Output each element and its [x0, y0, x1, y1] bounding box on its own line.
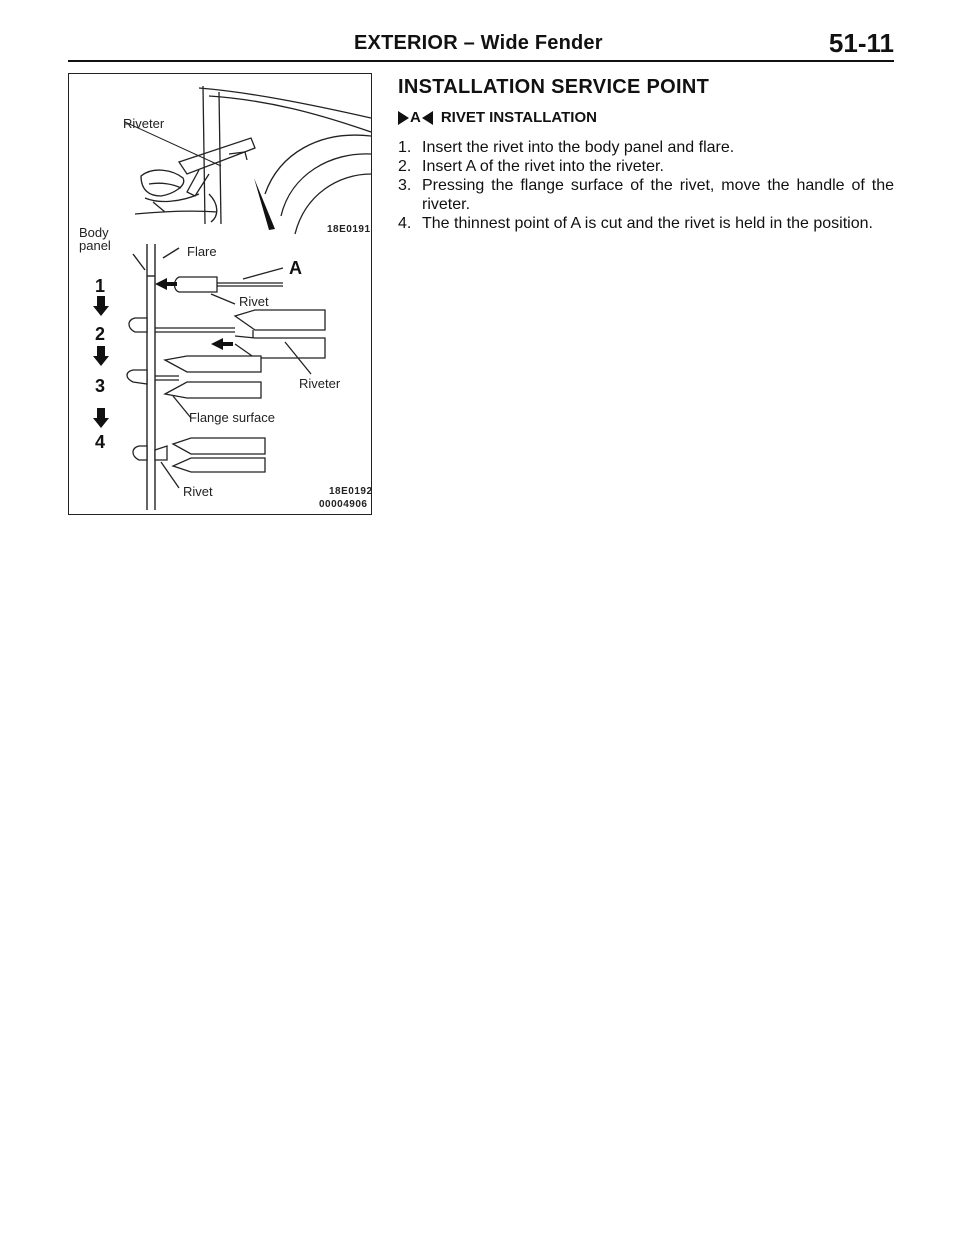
step-text: Pressing the flange surface of the rivet, move the handle of the riveter. — [422, 177, 894, 213]
label-rivet-2: Rivet — [183, 484, 213, 499]
subsection-heading — [398, 109, 894, 126]
figure-drawing — [69, 74, 371, 514]
step-number: 4. — [398, 215, 412, 232]
triangle-left-icon — [422, 111, 433, 125]
riveter-head-2 — [235, 310, 325, 330]
page-number: 51-11 — [828, 28, 894, 58]
figure-code-bottom-2: 00004906 — [319, 499, 368, 510]
step-text: The thinnest point of A is cut and the rivet is held in the position. — [422, 215, 873, 232]
label-rivet-1: Rivet — [239, 294, 269, 309]
riveter-head-4 — [173, 438, 265, 454]
label-flange-surface: Flange surface — [189, 410, 275, 425]
figure-code-top: 18E0191 — [327, 224, 371, 235]
instruction-step-1 — [398, 138, 894, 157]
fender-arch-inner — [265, 135, 371, 194]
label-flare: Flare — [187, 244, 217, 259]
instruction-step-2 — [398, 157, 894, 176]
header-rule — [68, 60, 894, 62]
instructions — [398, 76, 894, 233]
figure-step-2: 2 — [95, 324, 106, 344]
label-body-panel: Body panel — [79, 225, 111, 253]
subsection-letter: A — [410, 109, 421, 126]
figure-code-bottom-1: 18E0192 — [329, 486, 373, 497]
step-text: Insert A of the rivet into the riveter. — [422, 158, 664, 175]
instruction-step-3 — [398, 176, 894, 214]
step-number: 1. — [398, 139, 412, 156]
triangle-right-icon — [398, 111, 409, 125]
tool-spike — [254, 178, 275, 230]
riveter-head-3 — [165, 356, 261, 372]
push-arrow-2 — [211, 338, 233, 350]
riveter-tool-top — [179, 138, 255, 174]
page-header — [68, 0, 894, 62]
step-number: 3. — [398, 177, 412, 194]
fender-arch-outer — [199, 88, 371, 118]
push-arrow-1 — [155, 278, 177, 290]
step-arrow-down-1 — [93, 296, 109, 316]
label-letter-a: A — [289, 258, 302, 278]
header-title: EXTERIOR – Wide Fender — [354, 32, 603, 54]
subsection-title: RIVET INSTALLATION — [440, 109, 597, 126]
step-number: 2. — [398, 158, 412, 175]
step-text: Insert the rivet into the body panel and flare. — [422, 139, 735, 156]
figure-step-1: 1 — [95, 276, 106, 296]
section-title: INSTALLATION SERVICE POINT — [398, 76, 710, 98]
figure-step-4: 4 — [95, 432, 106, 452]
label-riveter-mid: Riveter — [299, 376, 341, 391]
instruction-step-4 — [398, 214, 894, 233]
step-arrow-down-3 — [93, 408, 109, 428]
label-riveter-top: Riveter — [123, 116, 165, 131]
rivet-installation-figure — [68, 73, 372, 515]
figure-step-3: 3 — [95, 376, 106, 396]
step-arrow-down-2 — [93, 346, 109, 366]
